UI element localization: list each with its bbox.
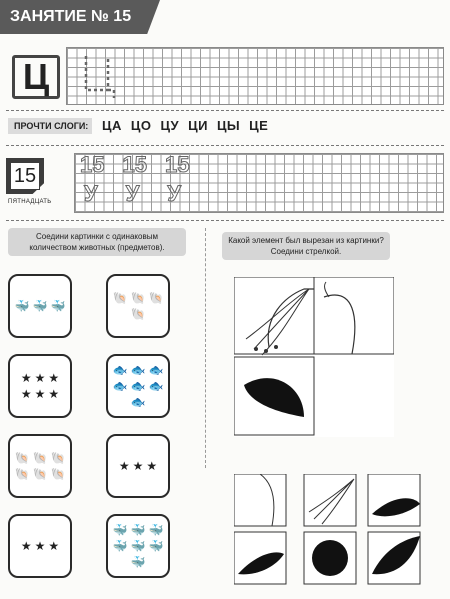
fish-icon: 🐟	[130, 362, 146, 377]
divider	[6, 110, 444, 111]
shell-icon: 🐚	[32, 450, 48, 465]
shell-icon: 🐚	[50, 466, 66, 481]
shell-icon: 🐚	[14, 466, 30, 481]
divider	[6, 145, 444, 146]
count-card[interactable]	[8, 274, 72, 338]
shell-icon: 🐚	[130, 290, 146, 305]
syllables-row	[102, 118, 268, 133]
star-icon: ★	[48, 538, 60, 553]
number-word: ПЯТНАДЦАТЬ	[8, 199, 52, 205]
star-icon: ★	[48, 370, 60, 385]
star-icon: ★	[132, 458, 144, 473]
fish-icon: 🐟	[112, 378, 128, 393]
whale-icon: 🐳	[32, 298, 48, 313]
shell-icon: 🐚	[130, 306, 146, 321]
syllable: ЦО	[130, 118, 152, 133]
count-card[interactable]	[8, 434, 72, 498]
count-card[interactable]	[8, 354, 72, 418]
option-piece[interactable]	[368, 474, 420, 526]
trace-letter: У	[84, 181, 98, 206]
option-piece[interactable]	[368, 532, 420, 584]
column-divider	[205, 228, 206, 468]
count-card[interactable]	[8, 514, 72, 578]
divider	[6, 220, 444, 221]
option-piece[interactable]	[304, 474, 356, 526]
count-card[interactable]	[106, 514, 170, 578]
fish-icon: 🐟	[148, 378, 164, 393]
right-instruction: Какой элемент был вырезан из картинки? Соедини стрелкой.	[222, 232, 390, 260]
whale-icon: 🐳	[148, 522, 164, 537]
trace-number: 15	[122, 152, 147, 177]
whale-icon: 🐳	[112, 522, 128, 537]
count-card[interactable]	[106, 354, 170, 418]
syllable: ЦИ	[188, 118, 208, 133]
whale-icon: 🐳	[148, 538, 164, 553]
whale-icon: 🐳	[14, 298, 30, 313]
syllable: ЦУ	[160, 118, 180, 133]
star-icon: ★	[34, 370, 46, 385]
star-icon: ★	[34, 386, 46, 401]
fish-icon: 🐟	[112, 362, 128, 377]
letter-trace-guide	[82, 50, 122, 100]
shell-icon: 🐚	[148, 290, 164, 305]
number-digit: 15	[10, 162, 40, 190]
whale-icon: 🐳	[112, 538, 128, 553]
count-card[interactable]	[106, 274, 170, 338]
count-card[interactable]	[106, 434, 170, 498]
flower-picture	[234, 277, 394, 437]
puzzle-picture	[234, 277, 394, 437]
shell-icon: 🐚	[14, 450, 30, 465]
whale-icon: 🐳	[130, 522, 146, 537]
syllable: ЦЕ	[249, 118, 269, 133]
option-piece[interactable]	[234, 474, 286, 526]
shell-icon: 🐚	[50, 450, 66, 465]
fish-icon: 🐟	[130, 394, 146, 409]
letter-writing-grid	[66, 47, 444, 105]
read-syllables-label: ПРОЧТИ СЛОГИ:	[8, 118, 92, 134]
fish-icon: 🐟	[130, 378, 146, 393]
star-icon: ★	[118, 458, 130, 473]
whale-icon: 🐳	[130, 554, 146, 569]
syllable: ЦЫ	[216, 118, 241, 133]
star-icon: ★	[20, 370, 32, 385]
trace-letter: У	[167, 181, 182, 206]
answer-options	[234, 474, 430, 593]
shell-icon: 🐚	[32, 466, 48, 481]
star-icon: ★	[20, 538, 32, 553]
option-piece[interactable]	[304, 532, 356, 584]
lesson-title: ЗАНЯТИЕ № 15	[10, 8, 132, 25]
letter-box: Ц	[12, 55, 60, 99]
trace-number: 15	[80, 152, 105, 177]
shell-icon: 🐚	[112, 290, 128, 305]
star-icon: ★	[20, 386, 32, 401]
trace-letter: У	[125, 181, 140, 206]
syllable: ЦА	[102, 118, 122, 133]
option-piece[interactable]	[234, 532, 286, 584]
whale-icon: 🐳	[130, 538, 146, 553]
whale-icon: 🐳	[50, 298, 66, 313]
number-trace-row	[80, 152, 189, 178]
left-instruction: Соедини картинки с одинаковым количеством животных (предметов).	[8, 228, 186, 256]
fish-icon: 🐟	[148, 362, 164, 377]
letter-trace-row	[84, 181, 181, 207]
star-icon: ★	[48, 386, 60, 401]
star-icon: ★	[146, 458, 158, 473]
star-icon: ★	[34, 538, 46, 553]
trace-number: 15	[164, 152, 190, 177]
